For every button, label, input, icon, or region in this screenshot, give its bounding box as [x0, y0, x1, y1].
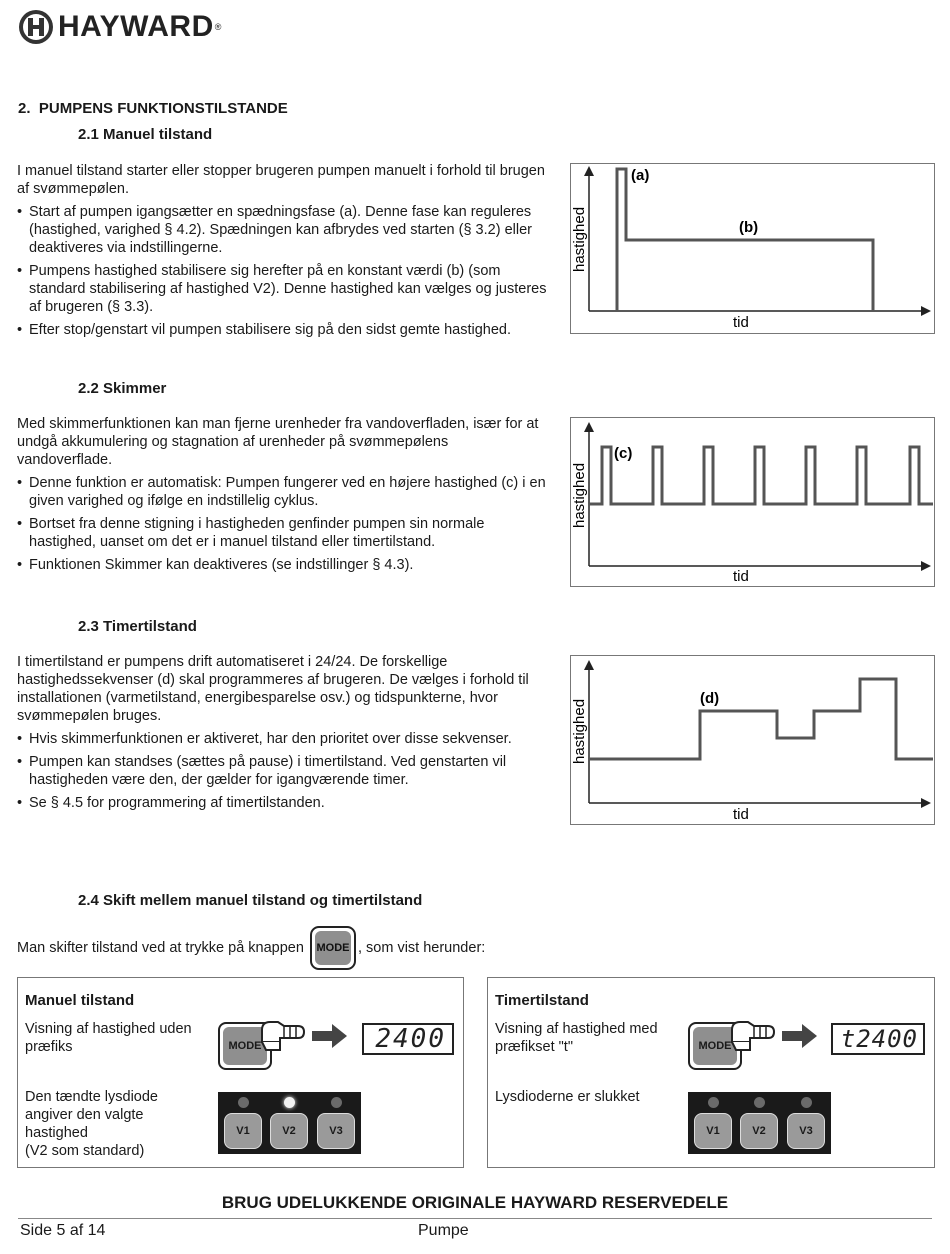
- skimmer-chart-svg: [571, 418, 934, 586]
- speed-button-panel: [218, 1092, 361, 1154]
- list-item: • Pumpens hastighed stabilisere sig herefter på en konstant værdi (b) (som standard stabilisering af hastighed V2). Denne hastighed kan vælges og justeres af brugeren (§ 3.3).: [17, 262, 547, 316]
- speed-display: t2400: [831, 1023, 925, 1055]
- led-v2-on: [284, 1097, 295, 1108]
- list-item: • Hvis skimmerfunktionen er aktiveret, har den prioritet over disse sekvenser.: [17, 730, 547, 748]
- paragraph: I timertilstand er pumpens drift automatiseret i 24/24. De forskellige hastighedssekvenser (d) skal programmeres af brugeren. De vælges i forhold til installationen (varmetilstand, energibesparelse osv.) og tidspunkterne, hvor svømmepølen bruges.: [17, 654, 529, 724]
- speed-line: [617, 169, 873, 311]
- mode-switch-text-before: Man skifter tilstand ved at trykke på knappen: [17, 940, 308, 956]
- product-name: Pumpe: [418, 1222, 469, 1239]
- y-axis-label: hastighed: [571, 206, 588, 272]
- x-axis-arrow: [921, 306, 931, 316]
- label-a: (a): [631, 167, 650, 184]
- list-item: • Pumpen kan standses (sættes på pause) i timertilstand. Ved genstarten vil hastigheden være den, der gælder for igangværende timer.: [17, 753, 547, 789]
- speed-v1-button[interactable]: V1: [224, 1113, 262, 1149]
- speed-display: 2400: [362, 1023, 454, 1055]
- subsection-2-3-heading: 2.3 Timertilstand: [78, 618, 197, 635]
- speed-v3-button[interactable]: V3: [317, 1113, 355, 1149]
- x-axis-label: tid: [733, 806, 749, 823]
- bullet-list: [17, 203, 547, 339]
- speed-v3-button[interactable]: V3: [787, 1113, 825, 1149]
- mode-switch-line: [17, 926, 485, 970]
- display-description: Visning af hastighed med præfikset "t": [495, 1021, 658, 1055]
- subsection-2-2-body: [17, 415, 547, 574]
- arrow-right-icon: [312, 1022, 348, 1050]
- led-v3-off: [331, 1097, 342, 1108]
- led-v2-off: [754, 1097, 765, 1108]
- led-v1-off: [238, 1097, 249, 1108]
- speed-line: [589, 447, 933, 504]
- bullet-list: [17, 474, 547, 574]
- subsection-2-1-body: [17, 162, 547, 339]
- label-b: (b): [739, 219, 759, 236]
- y-axis-arrow: [584, 422, 594, 432]
- footer-divider: [18, 1218, 932, 1219]
- subsection-2-4-heading: 2.4 Skift mellem manuel tilstand og timertilstand: [78, 892, 423, 909]
- x-axis-arrow: [921, 798, 931, 808]
- paragraph: Med skimmerfunktionen kan man fjerne urenheder fra vandoverfladen, især for at undgå akkumulering og stagnation af urenheder på svømmepølens vandoverflade.: [17, 416, 539, 468]
- list-item: • Start af pumpen igangsætter en spædningsfase (a). Denne fase kan reguleres (hastighed, varighed § 4.2). Spædningen kan afbrydes ved starten (§ 3.2) eller deaktiveres via indstillingerne.: [17, 203, 547, 257]
- paragraph: I manuel tilstand starter eller stopper brugeren pumpen manuelt i forhold til brugen af svømmepølen.: [17, 163, 545, 197]
- y-axis-label: hastighed: [571, 462, 588, 528]
- led-v3-off: [801, 1097, 812, 1108]
- section-heading: [18, 100, 288, 117]
- speed-v2-button[interactable]: V2: [270, 1113, 308, 1149]
- arrow-right-icon: [782, 1022, 818, 1050]
- x-axis-arrow: [921, 561, 931, 571]
- manual-mode-panel: [17, 977, 464, 1168]
- subsection-2-3-body: [17, 653, 547, 812]
- led-description-line: angiver den valgte: [25, 1107, 144, 1123]
- led-description: [25, 1088, 200, 1160]
- page-number: Side 5 af 14: [20, 1222, 106, 1239]
- footer-notice: BRUG UDELUKKENDE ORIGINALE HAYWARD RESERVEDELE: [221, 1193, 729, 1212]
- skimmer-chart: [570, 417, 935, 587]
- logo-registered-mark: ®: [214, 22, 222, 32]
- speed-line: [589, 679, 933, 759]
- mode-button-label: MODE: [315, 931, 351, 965]
- speed-v1-button[interactable]: V1: [694, 1113, 732, 1149]
- subsection-2-1-heading: 2.1 Manuel tilstand: [78, 126, 213, 143]
- logo-text: HAYWARD: [58, 10, 214, 43]
- led-description: Lysdioderne er slukket: [495, 1089, 640, 1105]
- led-description-line: Den tændte lysdiode: [25, 1089, 158, 1105]
- section-title: PUMPENS FUNKTIONSTILSTANDE: [38, 100, 288, 117]
- list-item: • Funktionen Skimmer kan deaktiveres (se indstillinger § 4.3).: [17, 556, 547, 574]
- bullet-list: [17, 730, 547, 812]
- led-description-line: hastighed: [25, 1125, 88, 1141]
- led-description-line: (V2 som standard): [25, 1143, 145, 1159]
- hayward-emblem-icon: [18, 9, 54, 45]
- label-c: (c): [614, 445, 633, 462]
- subsection-2-2-heading: 2.2 Skimmer: [78, 380, 167, 397]
- speed-button-panel: [688, 1092, 831, 1154]
- x-axis-label: tid: [733, 314, 749, 331]
- pointing-hand-icon: [728, 1020, 776, 1054]
- list-item: • Efter stop/genstart vil pumpen stabilisere sig på den sidst gemte hastighed.: [17, 321, 547, 339]
- speed-v2-button[interactable]: V2: [740, 1113, 778, 1149]
- timer-mode-chart-svg: [571, 656, 934, 824]
- mode-button-inline[interactable]: [310, 926, 356, 970]
- mode-switch-text-after: , som vist herunder:: [357, 940, 486, 956]
- list-item: • Se § 4.5 for programmering af timertilstanden.: [17, 794, 547, 812]
- mode-button-label: MODE: [223, 1027, 267, 1065]
- display-description: Visning af hastighed uden præfiks: [25, 1021, 192, 1055]
- y-axis-arrow: [584, 660, 594, 670]
- list-item: • Bortset fra denne stigning i hastigheden genfinder pumpen sin normale hastighed, uanset om det er i manuel tilstand eller timertilstand.: [17, 515, 547, 551]
- mode-button-label: MODE: [693, 1027, 737, 1065]
- timer-mode-panel: [487, 977, 935, 1168]
- x-axis-label: tid: [733, 568, 749, 585]
- y-axis-arrow: [584, 166, 594, 176]
- section-number: 2.: [18, 100, 31, 117]
- led-v1-off: [708, 1097, 719, 1108]
- manual-mode-chart-svg: [571, 164, 934, 333]
- list-item: • Denne funktion er automatisk: Pumpen fungerer ved en højere hastighed (c) i en given varighed og ifølge en indstillelig cyklus.: [17, 474, 547, 510]
- timer-mode-chart: [570, 655, 935, 825]
- label-d: (d): [700, 690, 720, 707]
- panel-title: Timertilstand: [495, 992, 589, 1009]
- manual-mode-chart: [570, 163, 935, 334]
- pointing-hand-icon: [258, 1020, 306, 1054]
- panel-title: Manuel tilstand: [25, 992, 135, 1009]
- y-axis-label: hastighed: [571, 698, 588, 764]
- hayward-logo: [18, 8, 221, 46]
